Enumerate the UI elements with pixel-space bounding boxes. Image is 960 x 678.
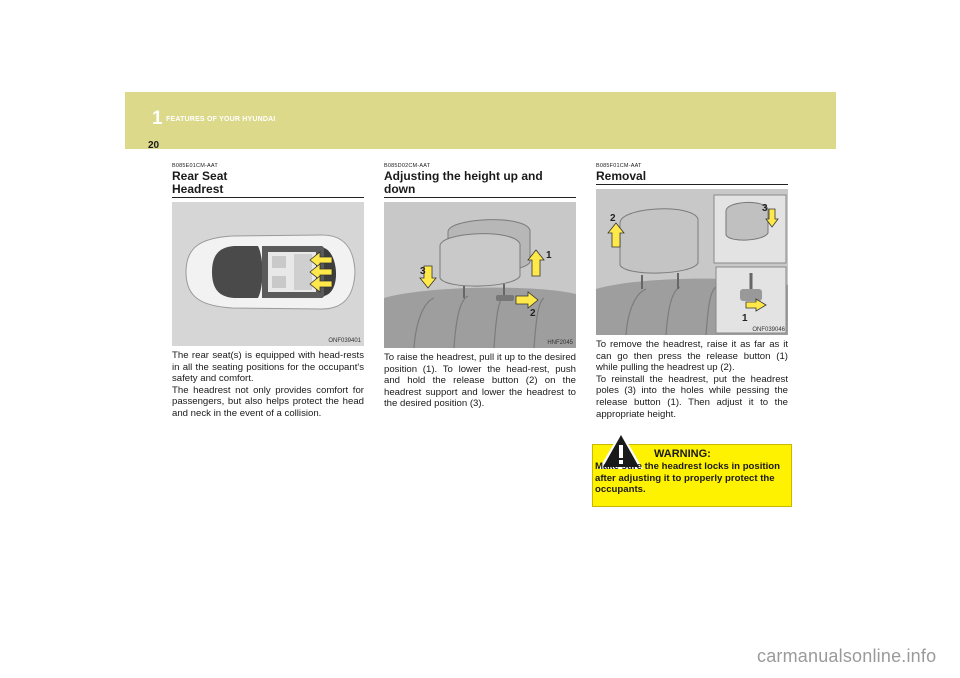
callout-3: 3: [762, 203, 768, 214]
section-code: B085E01CM-AAT: [172, 163, 218, 169]
section-code: B085F01CM-AAT: [596, 163, 642, 169]
headrest-removal-figure: [596, 189, 788, 335]
figure-code: HNF2045: [547, 340, 573, 346]
section-code: B085D02CM-AAT: [384, 163, 431, 169]
watermark: carmanualsonline.info: [757, 646, 937, 666]
section-rear-seat-headrest: [172, 163, 364, 420]
section-body: To remove the headrest, raise it as far as it can go then press the release button (1) while pulling the headrest up (2). To reinstall the headrest, put the headrest poles (3) into the holes while pessing the release button (1). Then adjust it to the appropriate height.: [596, 339, 788, 420]
callout-3: 3: [420, 266, 426, 277]
section-title-line2: Headrest: [172, 182, 224, 196]
callout-1: 1: [546, 250, 552, 261]
callout-2: 2: [610, 213, 616, 224]
warning-text: Make sure the headrest locks in position after adjusting it to properly protect the occupants.: [595, 461, 780, 496]
section-title-line1: Rear Seat: [172, 169, 228, 183]
section-title: [172, 170, 364, 198]
figure-code: ONF039401: [328, 338, 361, 344]
section-title: Removal: [596, 170, 788, 185]
warning-title: WARNING:: [654, 448, 711, 460]
section-title: Adjusting the height up and down: [384, 170, 576, 198]
figure-code: ONF039046: [752, 327, 785, 333]
section-removal: [596, 163, 788, 420]
headrest-adjust-figure: [384, 202, 576, 348]
headrest-adjust-illustration: [384, 202, 576, 348]
section-body: To raise the headrest, pull it up to the desired position (1). To lower the head-rest, push and hold the release button (2) on the headrest support and lower the headrest to the desired position (3).: [384, 352, 576, 410]
car-topview-figure: [172, 202, 364, 346]
page-number: 20: [148, 140, 160, 151]
callout-2: 2: [530, 308, 536, 319]
chapter-title: FEATURES OF YOUR HYUNDAI: [166, 116, 276, 123]
headrest-removal-illustration: [596, 189, 788, 335]
section-body: The rear seat(s) is equipped with head-rests in all the seating positions for the occupant's safety and comfort. The headrest not only provides comfort for passengers, but also helps protect the head and neck in the event of a collision.: [172, 350, 364, 419]
car-topview-illustration: [172, 202, 364, 346]
section-adjust-height: [384, 163, 576, 410]
callout-1: 1: [742, 313, 748, 324]
chapter-number: 1: [152, 108, 163, 129]
